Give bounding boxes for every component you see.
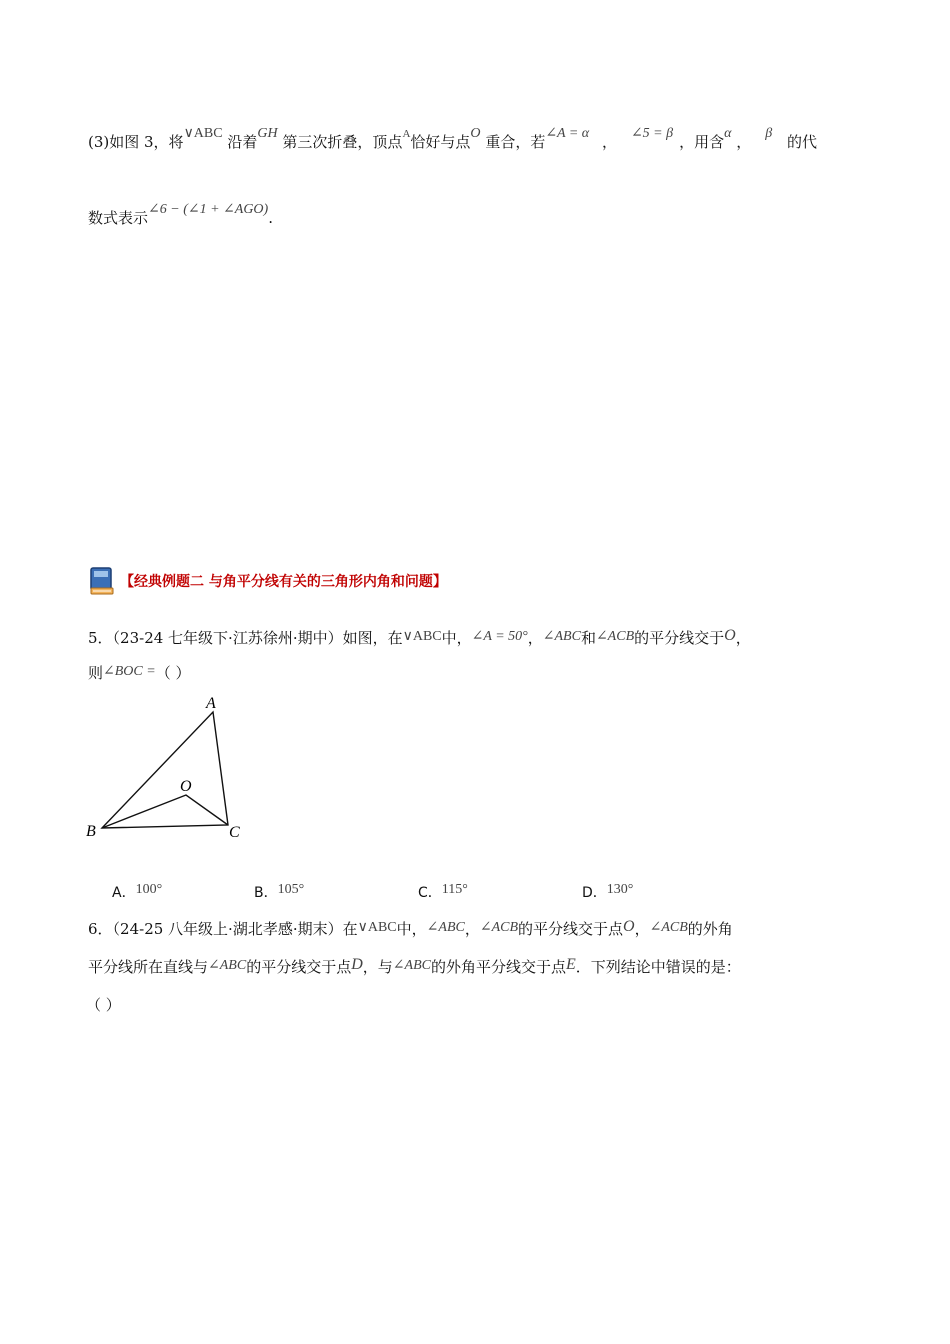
triangle-abc: ∨ABC [183, 126, 223, 141]
option-a[interactable]: A．100° [112, 882, 163, 901]
label-b: B [86, 823, 96, 840]
point-o: O [724, 627, 736, 644]
angle-abc-3: ∠ABC [392, 958, 431, 973]
q5-line2: 则∠BOC =（ ） [88, 664, 191, 682]
section-header [88, 566, 447, 596]
option-c[interactable]: C．115° [418, 882, 468, 901]
segment-gh: GH [257, 126, 278, 141]
point-d: D [351, 956, 363, 973]
angle-boc: ∠BOC = [103, 664, 156, 679]
angle-a-alpha: ∠A = α [545, 126, 590, 141]
angle-abc-2: ∠ABC [208, 958, 247, 973]
label-o: O [180, 778, 192, 795]
point-o: O [623, 918, 635, 935]
q3-line2: 数式表示∠6 − (∠1 + ∠AGO). [88, 202, 273, 227]
book-icon [88, 566, 116, 596]
vertex-a: A [402, 128, 411, 140]
q6-line2: 平分线所在直线与∠ABC的平分线交于点D，与∠ABC的外角平分线交于点E．下列结论中错误的是： [88, 956, 741, 976]
q5-line1: 5．（23-24 七年级下·江苏徐州·期中）如图，在∨ABC中，∠A = 50°，∠ABC和∠ACB的平分线交于O， [88, 627, 751, 647]
point-e: E [565, 956, 576, 973]
triangle-abc: ∨ABC [402, 629, 442, 644]
answer-expression: ∠6 − (∠1 + ∠AGO) [148, 202, 269, 217]
angle-acb-2: ∠ACB [649, 920, 688, 935]
angle-abc: ∠ABC [542, 629, 581, 644]
bisector-lines [102, 795, 228, 828]
angle-acb: ∠ACB [595, 629, 635, 644]
label-c: C [229, 824, 240, 841]
option-b[interactable]: B．105° [254, 882, 305, 901]
triangle-abc: ∨ABC [357, 920, 397, 935]
angle-acb: ∠ACB [479, 920, 519, 935]
option-d[interactable]: D．130° [582, 882, 634, 901]
triangle-figure [84, 690, 254, 845]
label-a: A [206, 695, 216, 712]
angle-5-beta: ∠5 = β [630, 126, 674, 141]
triangle-abc-shape [102, 712, 228, 828]
q6-line3: （ ） [86, 996, 121, 1014]
beta: β [765, 126, 773, 141]
q3-line1: (3)如图 3，将∨ABC 沿着GH 第三次折叠，顶点$^A$恰好与点O 重合，若∠A = α ， ∠5 = β ，用含α ， β 的代 [88, 126, 818, 151]
q6-line1: 6．（24-25 八年级上·湖北孝感·期末）在∨ABC中，∠ABC，∠ACB的平分线交于点O，∠ACB的外角 [88, 918, 733, 938]
section-title: 【经典例题二 与角平分线有关的三角形内角和问题】 [120, 574, 447, 590]
angle-abc: ∠ABC [426, 920, 465, 935]
point-o: O [470, 126, 481, 141]
angle-a-50: ∠A = 50° [471, 629, 528, 644]
alpha: α [724, 126, 732, 141]
